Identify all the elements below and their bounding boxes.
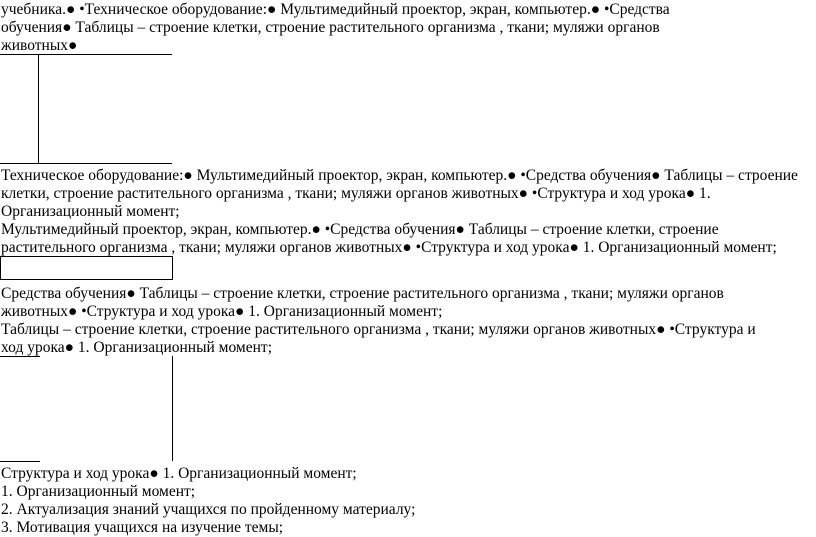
divider-line [0, 356, 40, 357]
doc-line-16: 3. Мотивация учащихся на изучение темы; [1, 519, 284, 536]
doc-line-8: растительного организма , ткани; муляжи органов животных● •Структура и ход урока● 1. Организационный момент; [1, 239, 777, 256]
doc-line-2: обучения● Таблицы – строение клетки, строение растительного организма , ткани; муляжи органов [1, 19, 660, 36]
empty-box [0, 256, 173, 280]
doc-line-12: ход урока● 1. Организационный момент; [1, 339, 273, 356]
doc-line-15: 2. Актуализация знаний учащихся по пройденному материалу; [1, 501, 416, 518]
doc-line-1: учебника.● •Техническое оборудование:● Мультимедийный проектор, экран, компьютер.● •Средства [1, 1, 670, 18]
doc-line-4: Техническое оборудование:● Мультимедийный проектор, экран, компьютер.● •Средства обучения● Таблицы – строение [1, 167, 798, 184]
doc-line-7: Мультимедийный проектор, экран, компьютер.● •Средства обучения● Таблицы – строение клетки, строение [1, 221, 719, 238]
divider-line [0, 461, 40, 462]
doc-line-6: Организационный момент; [1, 203, 180, 220]
divider-vertical [38, 54, 39, 164]
divider-line [0, 54, 172, 55]
divider-vertical [172, 356, 173, 461]
doc-line-14: 1. Организационный момент; [1, 483, 196, 500]
doc-line-13: Структура и ход урока● 1. Организационный момент; [1, 465, 357, 482]
doc-line-11: Таблицы – строение клетки, строение растительного организма , ткани; муляжи органов животных● •Структура и [1, 321, 756, 338]
doc-line-3: животных● [1, 37, 78, 54]
doc-line-9: Средства обучения● Таблицы – строение клетки, строение растительного организма , ткани; муляжи органов [1, 285, 724, 302]
doc-line-10: животных● •Структура и ход урока● 1. Организационный момент; [1, 303, 443, 320]
divider-line [0, 163, 172, 164]
doc-line-5: клетки, строение растительного организма , ткани; муляжи органов животных● •Структура и ход урока● 1. [1, 185, 711, 202]
